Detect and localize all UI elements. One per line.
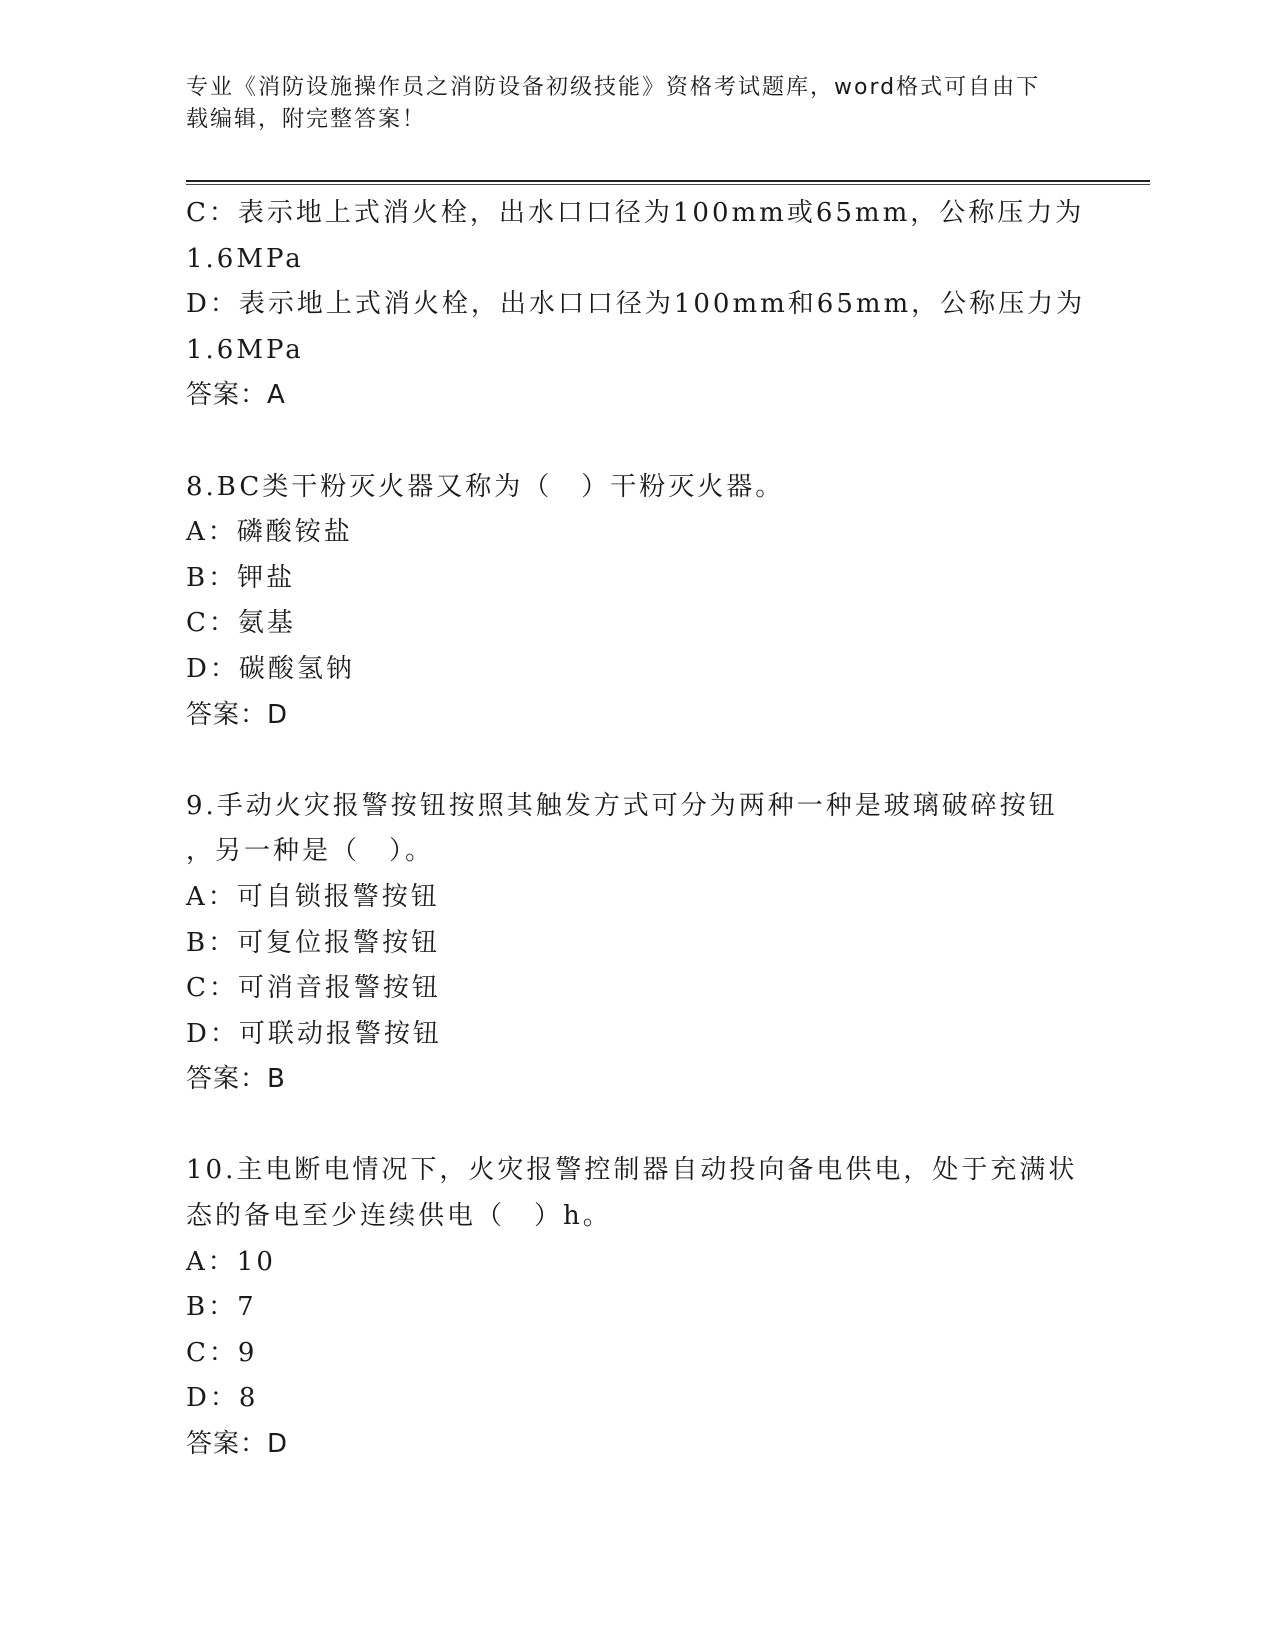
header-line-2: 载编辑，附完整答案！ bbox=[186, 107, 427, 132]
question-8-stem: 8.BC类干粉灭火器又称为（ ）干粉灭火器。 bbox=[186, 471, 785, 502]
question-10-option-b: B：7 bbox=[186, 1292, 257, 1323]
question-8-option-a: A：磷酸铵盐 bbox=[186, 517, 353, 548]
question-9-option-a: A：可自锁报警按钮 bbox=[186, 881, 440, 912]
question-10-option-c: C：9 bbox=[186, 1337, 258, 1368]
document-header bbox=[186, 72, 1086, 136]
question-8-option-c: C：氨基 bbox=[186, 608, 296, 639]
question-9-option-c: C：可消音报警按钮 bbox=[186, 973, 441, 1004]
question-content bbox=[186, 191, 1086, 1468]
question-9-option-d: D：可联动报警按钮 bbox=[186, 1018, 442, 1049]
header-divider-thin bbox=[186, 184, 1150, 185]
option-c-line-2: 1.6MPa bbox=[186, 243, 304, 274]
question-8-answer: 答案：D bbox=[186, 699, 289, 730]
question-8-option-d: D：碳酸氢钠 bbox=[186, 653, 355, 684]
question-10-answer: 答案：D bbox=[186, 1429, 289, 1460]
question-9-stem-line-2: ，另一种是（ ）。 bbox=[186, 836, 435, 867]
question-10-option-d: D：8 bbox=[186, 1383, 259, 1414]
option-c-line-1: C：表示地上式消火栓，出水口口径为100mm或65mm，公称压力为 bbox=[186, 198, 1085, 228]
question-8-option-b: B：钾盐 bbox=[186, 562, 296, 593]
spacer bbox=[186, 738, 1086, 784]
option-d-line-1: D：表示地上式消火栓，出水口口径为100mm和65mm，公称压力为 bbox=[186, 289, 1086, 320]
header-divider-thick bbox=[186, 180, 1150, 182]
header-line-1: 专业《消防设施操作员之消防设备初级技能》资格考试题库，word格式可自由下 bbox=[186, 75, 1041, 100]
spacer bbox=[186, 1103, 1086, 1149]
question-10-stem-line-2: 态的备电至少连续供电（ ）h。 bbox=[186, 1201, 612, 1232]
question-9-option-b: B：可复位报警按钮 bbox=[186, 927, 441, 958]
answer-line: 答案：A bbox=[186, 380, 286, 411]
question-10-option-a: A：10 bbox=[186, 1246, 276, 1277]
question-9-answer: 答案：B bbox=[186, 1064, 286, 1095]
spacer bbox=[186, 419, 1086, 465]
question-10-stem-line-1: 10.主电断电情况下，火灾报警控制器自动投向备电供电，处于充满状 bbox=[186, 1155, 1078, 1186]
option-d-line-2: 1.6MPa bbox=[186, 334, 304, 365]
question-9-stem-line-1: 9.手动火灾报警按钮按照其触发方式可分为两种一种是玻璃破碎按钮 bbox=[186, 790, 1058, 821]
